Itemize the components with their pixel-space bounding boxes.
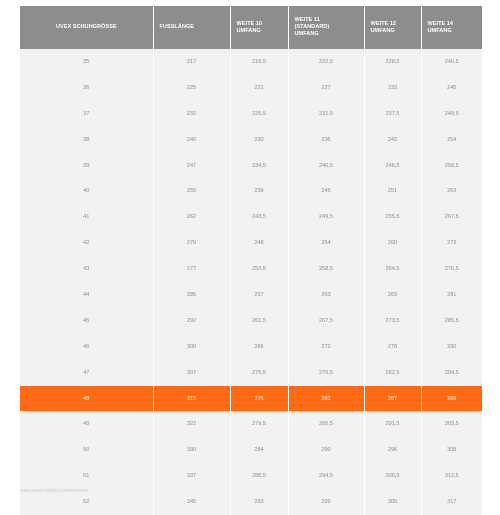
table-row <box>20 204 482 230</box>
table-cell: 42 <box>20 230 153 256</box>
table-cell: 275 <box>230 386 288 412</box>
table-cell: 249,5 <box>288 204 364 230</box>
header-width-11 <box>288 6 364 49</box>
table-row <box>20 127 482 153</box>
table-cell: 242 <box>364 127 421 153</box>
table-cell: 51 <box>20 463 153 489</box>
table-cell: 254 <box>421 127 482 153</box>
table-cell: 225,5 <box>230 101 288 127</box>
table-cell: 249,5 <box>421 101 482 127</box>
table-cell: 35 <box>20 49 153 75</box>
table-row <box>20 256 482 282</box>
table-cell: 240,5 <box>421 49 482 75</box>
table-cell: 267,5 <box>421 204 482 230</box>
table-cell: 254 <box>288 230 364 256</box>
table-cell: 228,5 <box>364 49 421 75</box>
table-cell: 345 <box>153 489 230 515</box>
table-cell: 292 <box>153 308 230 334</box>
header-label-line: (STANDARD) <box>294 24 330 30</box>
table-cell: 300,5 <box>364 463 421 489</box>
table-cell: 312,5 <box>421 463 482 489</box>
table-row <box>20 49 482 75</box>
table-cell: 221 <box>230 75 288 101</box>
table-cell: 258,5 <box>421 153 482 179</box>
table-cell: 264,5 <box>364 256 421 282</box>
table-cell: 216,5 <box>230 49 288 75</box>
table-row <box>20 308 482 334</box>
header-label-line: WEITE 14 <box>427 20 453 27</box>
table-cell: 296 <box>364 437 421 463</box>
table-cell: 337 <box>153 463 230 489</box>
size-table <box>20 6 482 515</box>
table-cell: 290 <box>421 334 482 360</box>
table-cell: 48 <box>20 386 153 412</box>
header-label-line: UMFANG <box>370 27 395 34</box>
table-row <box>20 153 482 179</box>
header-label-line: UMFANG <box>236 27 261 34</box>
table-cell: 285,5 <box>421 308 482 334</box>
table-cell: 278 <box>364 334 421 360</box>
table-cell: 307 <box>153 360 230 386</box>
table-cell: 38 <box>20 127 153 153</box>
header-label-line: UMFANG <box>427 27 452 34</box>
table-cell: 44 <box>20 282 153 308</box>
table-cell: 43 <box>20 256 153 282</box>
table-cell: 285 <box>153 282 230 308</box>
table-cell: 305 <box>364 489 421 515</box>
table-cell: 270,5 <box>230 360 288 386</box>
table-cell: 281 <box>288 386 364 412</box>
header-foot-length <box>153 6 230 49</box>
table-row <box>20 437 482 463</box>
table-cell: 258,5 <box>288 256 364 282</box>
table-body <box>20 49 482 515</box>
table-cell: 46 <box>20 334 153 360</box>
header-label-line: UMFANG <box>294 31 319 37</box>
table-cell: 267,5 <box>288 308 364 334</box>
table-row <box>20 334 482 360</box>
table-cell: 236 <box>288 127 364 153</box>
table-cell: 36 <box>20 75 153 101</box>
header-label-line: FUSSLÄNGE <box>159 24 194 30</box>
table-cell: 37 <box>20 101 153 127</box>
table-cell: 299 <box>288 489 364 515</box>
table-cell: 293 <box>230 489 288 515</box>
table-row <box>20 101 482 127</box>
table-row <box>20 282 482 308</box>
header-width-10 <box>230 6 288 49</box>
table-cell: 233 <box>364 75 421 101</box>
size-chart <box>20 6 482 515</box>
table-row <box>20 411 482 437</box>
table-cell: 299 <box>421 386 482 412</box>
header-row <box>20 6 482 49</box>
table-cell: 252,5 <box>230 256 288 282</box>
table-cell: 255,5 <box>364 204 421 230</box>
table-cell: 272 <box>288 334 364 360</box>
table-cell: 261,5 <box>230 308 288 334</box>
table-cell: 269 <box>364 282 421 308</box>
table-cell: 245 <box>288 178 364 204</box>
table-row <box>20 489 482 515</box>
table-cell: 245 <box>421 75 482 101</box>
header-shoe-size <box>20 6 153 49</box>
table-cell: 290 <box>288 437 364 463</box>
table-cell: 294,5 <box>288 463 364 489</box>
table-header <box>20 6 482 49</box>
table-cell: 247 <box>153 153 230 179</box>
table-cell: 287 <box>364 386 421 412</box>
table-cell: 294,5 <box>421 360 482 386</box>
table-cell: 262 <box>153 204 230 230</box>
header-width-14 <box>421 6 482 49</box>
table-cell: 39 <box>20 153 153 179</box>
table-row <box>20 178 482 204</box>
table-row <box>20 75 482 101</box>
table-cell: 284 <box>230 437 288 463</box>
table-cell: 225 <box>153 75 230 101</box>
table-row <box>20 360 482 386</box>
table-row <box>20 230 482 256</box>
header-label-line: WEITE 10 <box>236 20 262 27</box>
table-cell: 281 <box>421 282 482 308</box>
header-label-line: UVEX SCHUHGRÖSSE <box>55 24 117 30</box>
table-cell: 240 <box>153 127 230 153</box>
table-cell: 291,5 <box>364 411 421 437</box>
table-cell: 40 <box>20 178 153 204</box>
table-cell: 239 <box>230 178 288 204</box>
table-cell: 277 <box>153 256 230 282</box>
table-cell: 315 <box>153 386 230 412</box>
table-cell: 255 <box>153 178 230 204</box>
table-cell: 49 <box>20 411 153 437</box>
table-cell: 317 <box>421 489 482 515</box>
footer-note: www.uvex-safety.com/en/sizes <box>20 488 88 494</box>
table-cell: 251 <box>364 178 421 204</box>
table-cell: 300 <box>153 334 230 360</box>
header-label-line: WEITE 12 <box>370 20 396 27</box>
table-cell: 231,5 <box>288 101 364 127</box>
table-cell: 50 <box>20 437 153 463</box>
table-cell: 276,5 <box>421 256 482 282</box>
table-cell: 330 <box>153 437 230 463</box>
header-label-line: WEITE 11 <box>294 17 320 23</box>
table-cell: 240,5 <box>288 153 364 179</box>
table-row <box>20 463 482 489</box>
table-cell: 270 <box>153 230 230 256</box>
table-cell: 276,5 <box>288 360 364 386</box>
table-cell: 260 <box>364 230 421 256</box>
table-cell: 41 <box>20 204 153 230</box>
table-cell: 322 <box>153 411 230 437</box>
table-cell: 308 <box>421 437 482 463</box>
table-cell: 246,5 <box>364 153 421 179</box>
table-cell: 47 <box>20 360 153 386</box>
table-cell: 234,5 <box>230 153 288 179</box>
table-cell: 227 <box>288 75 364 101</box>
table-cell: 282,5 <box>364 360 421 386</box>
table-cell: 243,5 <box>230 204 288 230</box>
table-cell: 217 <box>153 49 230 75</box>
table-cell: 222,5 <box>288 49 364 75</box>
table-cell: 273,5 <box>364 308 421 334</box>
table-cell: 237,5 <box>364 101 421 127</box>
table-cell: 45 <box>20 308 153 334</box>
table-cell: 285,5 <box>288 411 364 437</box>
table-cell: 272 <box>421 230 482 256</box>
table-row-highlighted <box>20 386 482 412</box>
header-width-12 <box>364 6 421 49</box>
table-cell: 266 <box>230 334 288 360</box>
table-cell: 288,5 <box>230 463 288 489</box>
table-cell: 263 <box>288 282 364 308</box>
table-cell: 248 <box>230 230 288 256</box>
table-cell: 257 <box>230 282 288 308</box>
table-cell: 230 <box>230 127 288 153</box>
table-cell: 279,5 <box>230 411 288 437</box>
table-cell: 303,5 <box>421 411 482 437</box>
table-cell: 232 <box>153 101 230 127</box>
table-cell: 52 <box>20 489 153 515</box>
table-cell: 263 <box>421 178 482 204</box>
